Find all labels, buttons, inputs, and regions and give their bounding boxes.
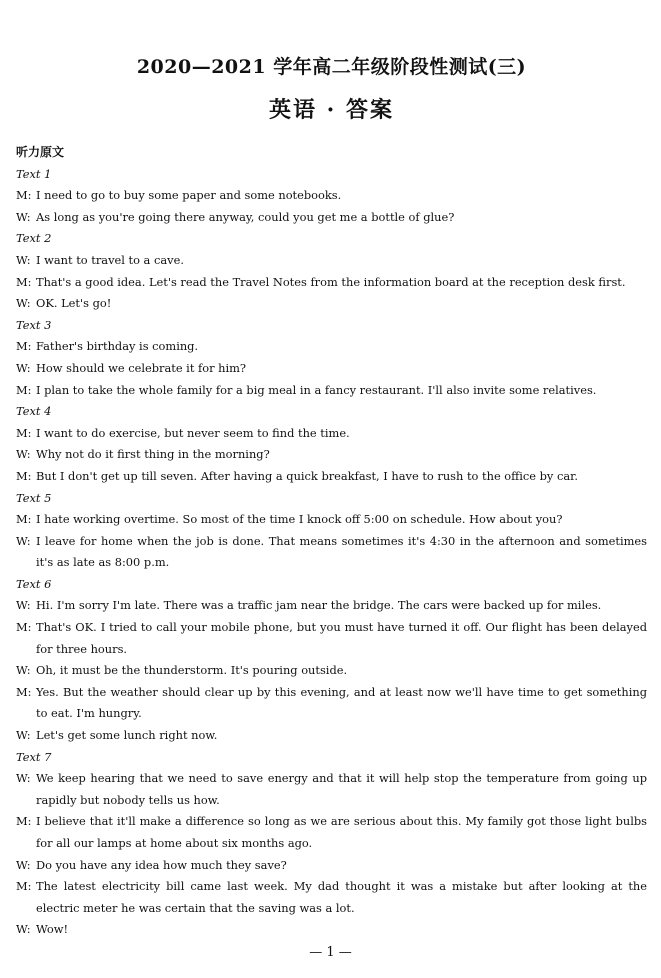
utterance-text: I plan to take the whole family for a big meal in a fancy restaurant. I'll also invite some relatives. <box>36 382 597 397</box>
dialogue-line <box>16 811 647 854</box>
text-heading: Text 3 <box>16 317 52 332</box>
text-heading: Text 6 <box>16 576 52 591</box>
utterance-text: Oh, it must be the thunderstorm. It's pouring outside. <box>36 663 348 678</box>
section-label: 听力原文 <box>16 145 65 159</box>
speaker-label: W: <box>16 252 31 267</box>
utterance-text: I want to do exercise, but never seem to find the time. <box>36 425 350 440</box>
dialogue-line <box>16 423 647 445</box>
page-number: — 1 — <box>309 945 352 960</box>
speaker-label: W: <box>16 447 31 462</box>
dialogue-line <box>16 358 647 380</box>
utterance-text: How should we celebrate it for him? <box>36 360 247 375</box>
speaker-label: M: <box>16 512 32 527</box>
utterance-text: I hate working overtime. So most of the time I knock off 5:00 on schedule. How about you? <box>36 512 563 527</box>
speaker-label: W: <box>16 296 31 311</box>
dialogue-line <box>16 444 647 466</box>
dialogue-line <box>16 293 647 315</box>
dialogue-line <box>16 207 647 229</box>
speaker-label: W: <box>16 663 31 678</box>
speaker-label: M: <box>16 814 32 829</box>
utterance-text: Let's get some lunch right now. <box>36 728 218 743</box>
dialogue-line <box>16 876 647 919</box>
dialogue-line <box>16 336 647 358</box>
utterance-text: But I don't get up till seven. After having a quick breakfast, I have to rush to the office by car. <box>36 468 578 483</box>
text-heading: Text 4 <box>16 404 52 419</box>
speaker-label: W: <box>16 533 31 548</box>
text-heading: Text 2 <box>16 231 52 246</box>
speaker-label: M: <box>16 274 32 289</box>
speaker-label: M: <box>16 382 32 397</box>
document-subtitle: 英语 · 答案 <box>269 97 394 123</box>
utterance-text: Do you have any idea how much they save? <box>36 857 287 872</box>
utterance-text: Why not do it first thing in the morning? <box>36 447 270 462</box>
utterance-text: As long as you're going there anyway, could you get me a bottle of glue? <box>36 209 455 224</box>
utterance-text: The latest electricity bill came last week. My dad thought it was a mistake but after looking at the electric meter he was certain that the saving was a lot. <box>36 879 647 915</box>
utterance-text: OK. Let's go! <box>36 296 112 311</box>
utterance-text: That's OK. I tried to call your mobile phone, but you must have turned it off. Our flight has been delayed for three hours. <box>36 620 647 656</box>
dialogue-line <box>16 595 647 617</box>
dialogue-line <box>16 855 647 877</box>
text-heading: Text 5 <box>16 490 52 505</box>
speaker-label: W: <box>16 728 31 743</box>
utterance-text: Hi. I'm sorry I'm late. There was a traffic jam near the bridge. The cars were backed up for miles. <box>36 598 602 613</box>
utterance-text: Wow! <box>36 922 69 937</box>
utterance-text: I believe that it'll make a difference so long as we are serious about this. My family got those light bulbs for all our lamps at home about six months ago. <box>36 814 647 850</box>
speaker-label: M: <box>16 339 32 354</box>
utterance-text: I want to travel to a cave. <box>36 252 184 267</box>
utterance-text: That's a good idea. Let's read the Travel Notes from the information board at the reception desk first. <box>36 274 626 289</box>
document-title: 2020—2021 学年高二年级阶段性测试(三) <box>136 56 527 78</box>
speaker-label: W: <box>16 857 31 872</box>
speaker-label: W: <box>16 360 31 375</box>
speaker-label: M: <box>16 425 32 440</box>
speaker-label: M: <box>16 188 32 203</box>
utterance-text: Yes. But the weather should clear up by this evening, and at least now we'll have time to get something to eat. I'm hungry. <box>36 684 647 721</box>
dialogue-line <box>16 660 647 682</box>
speaker-label: W: <box>16 922 31 937</box>
utterance-text: I leave for home when the job is done. That means sometimes it's 4:30 in the afternoon and sometimes it's as late as 8:00 p.m. <box>36 533 647 570</box>
dialogue-line <box>16 466 647 488</box>
speaker-label: M: <box>16 684 32 699</box>
speaker-label: M: <box>16 468 32 483</box>
utterance-text: Father's birthday is coming. <box>36 339 199 354</box>
dialogue-line <box>16 919 647 941</box>
text-heading: Text 1 <box>16 166 52 181</box>
speaker-label: W: <box>16 598 31 613</box>
dialogue-line <box>16 250 647 272</box>
utterance-text: I need to go to buy some paper and some notebooks. <box>36 188 342 203</box>
dialogue-line <box>16 380 647 402</box>
dialogue-line <box>16 272 647 294</box>
transcript <box>16 164 647 941</box>
dialogue-line <box>16 531 647 574</box>
dialogue-line <box>16 768 647 811</box>
speaker-label: W: <box>16 771 31 786</box>
speaker-label: W: <box>16 209 31 224</box>
dialogue-line <box>16 617 647 660</box>
dialogue-line <box>16 509 647 531</box>
dialogue-line <box>16 185 647 207</box>
dialogue-line <box>16 682 647 725</box>
text-heading: Text 7 <box>16 749 52 764</box>
speaker-label: M: <box>16 620 32 635</box>
dialogue-line <box>16 725 647 747</box>
utterance-text: We keep hearing that we need to save energy and that it will help stop the temperature from going up rapidly but nobody tells us how. <box>36 771 647 807</box>
speaker-label: M: <box>16 879 32 894</box>
